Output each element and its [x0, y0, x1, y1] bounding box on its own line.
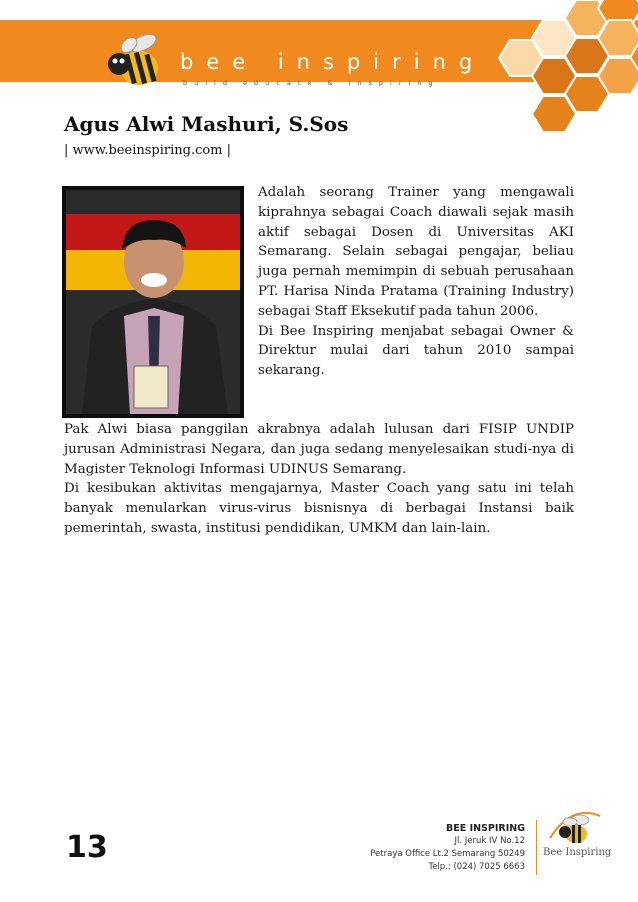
footer-phone: Telp.: (024) 7025 6663 — [428, 862, 525, 872]
bio-paragraph: Adalah seorang Trainer yang mengawali kiprahnya sebagai Coach diawali sejak masih aktif sebagai Dosen di Universitas AKI Semarang. Selain sebagai pengajar, beliau juga pernah memimpin di sebuah perusahaan PT. Harisa Ninda Pratama (Training Industry) sebagai Staff Eksekutif pada tahun 2006. — [258, 185, 574, 319]
profile-photo-image — [62, 186, 244, 418]
footer-contact — [360, 822, 525, 874]
bee-logo-icon — [105, 30, 167, 90]
footer-address-line: Jl. Jeruk IV No.12 — [454, 836, 525, 846]
bio-full-text — [64, 420, 574, 539]
page-number: 13 — [66, 830, 108, 865]
website-link[interactable]: | www.beeinspiring.com | — [64, 143, 232, 158]
brand-name: bee inspiring — [180, 50, 486, 74]
bio-paragraph: Di kesibukan aktivitas mengajarnya, Master Coach yang satu ini telah banyak menularkan virus-virus bisnisnya di berbagai Instansi baik pemerintah, swasta, institusi pendidikan, UMKM dan lain-lain. — [64, 481, 574, 536]
brand-tagline: build educate & inspiring — [183, 79, 440, 87]
bio-paragraph: Di Bee Inspiring menjabat sebagai Owner & Direktur mulai dari tahun 2010 sampai sekarang. — [258, 323, 574, 379]
footer-logo-label: Bee Inspiring — [543, 847, 612, 858]
bio-paragraph: Pak Alwi biasa panggilan akrabnya adalah lulusan dari FISIP UNDIP jurusan Administrasi Negara, dan juga sedang menyelesaikan studi-nya di Magister Teknologi Informasi UDINUS Semarang. — [64, 422, 574, 477]
bio-side-text — [258, 183, 574, 381]
page-title: Agus Alwi Mashuri, S.Sos — [64, 112, 349, 136]
profile-photo — [62, 186, 244, 418]
footer-bee-logo-icon — [542, 808, 612, 878]
footer-divider — [536, 820, 537, 875]
footer-company: BEE INSPIRING — [446, 823, 525, 834]
footer-address-line: Petraya Office Lt.2 Semarang 50249 — [370, 849, 525, 859]
